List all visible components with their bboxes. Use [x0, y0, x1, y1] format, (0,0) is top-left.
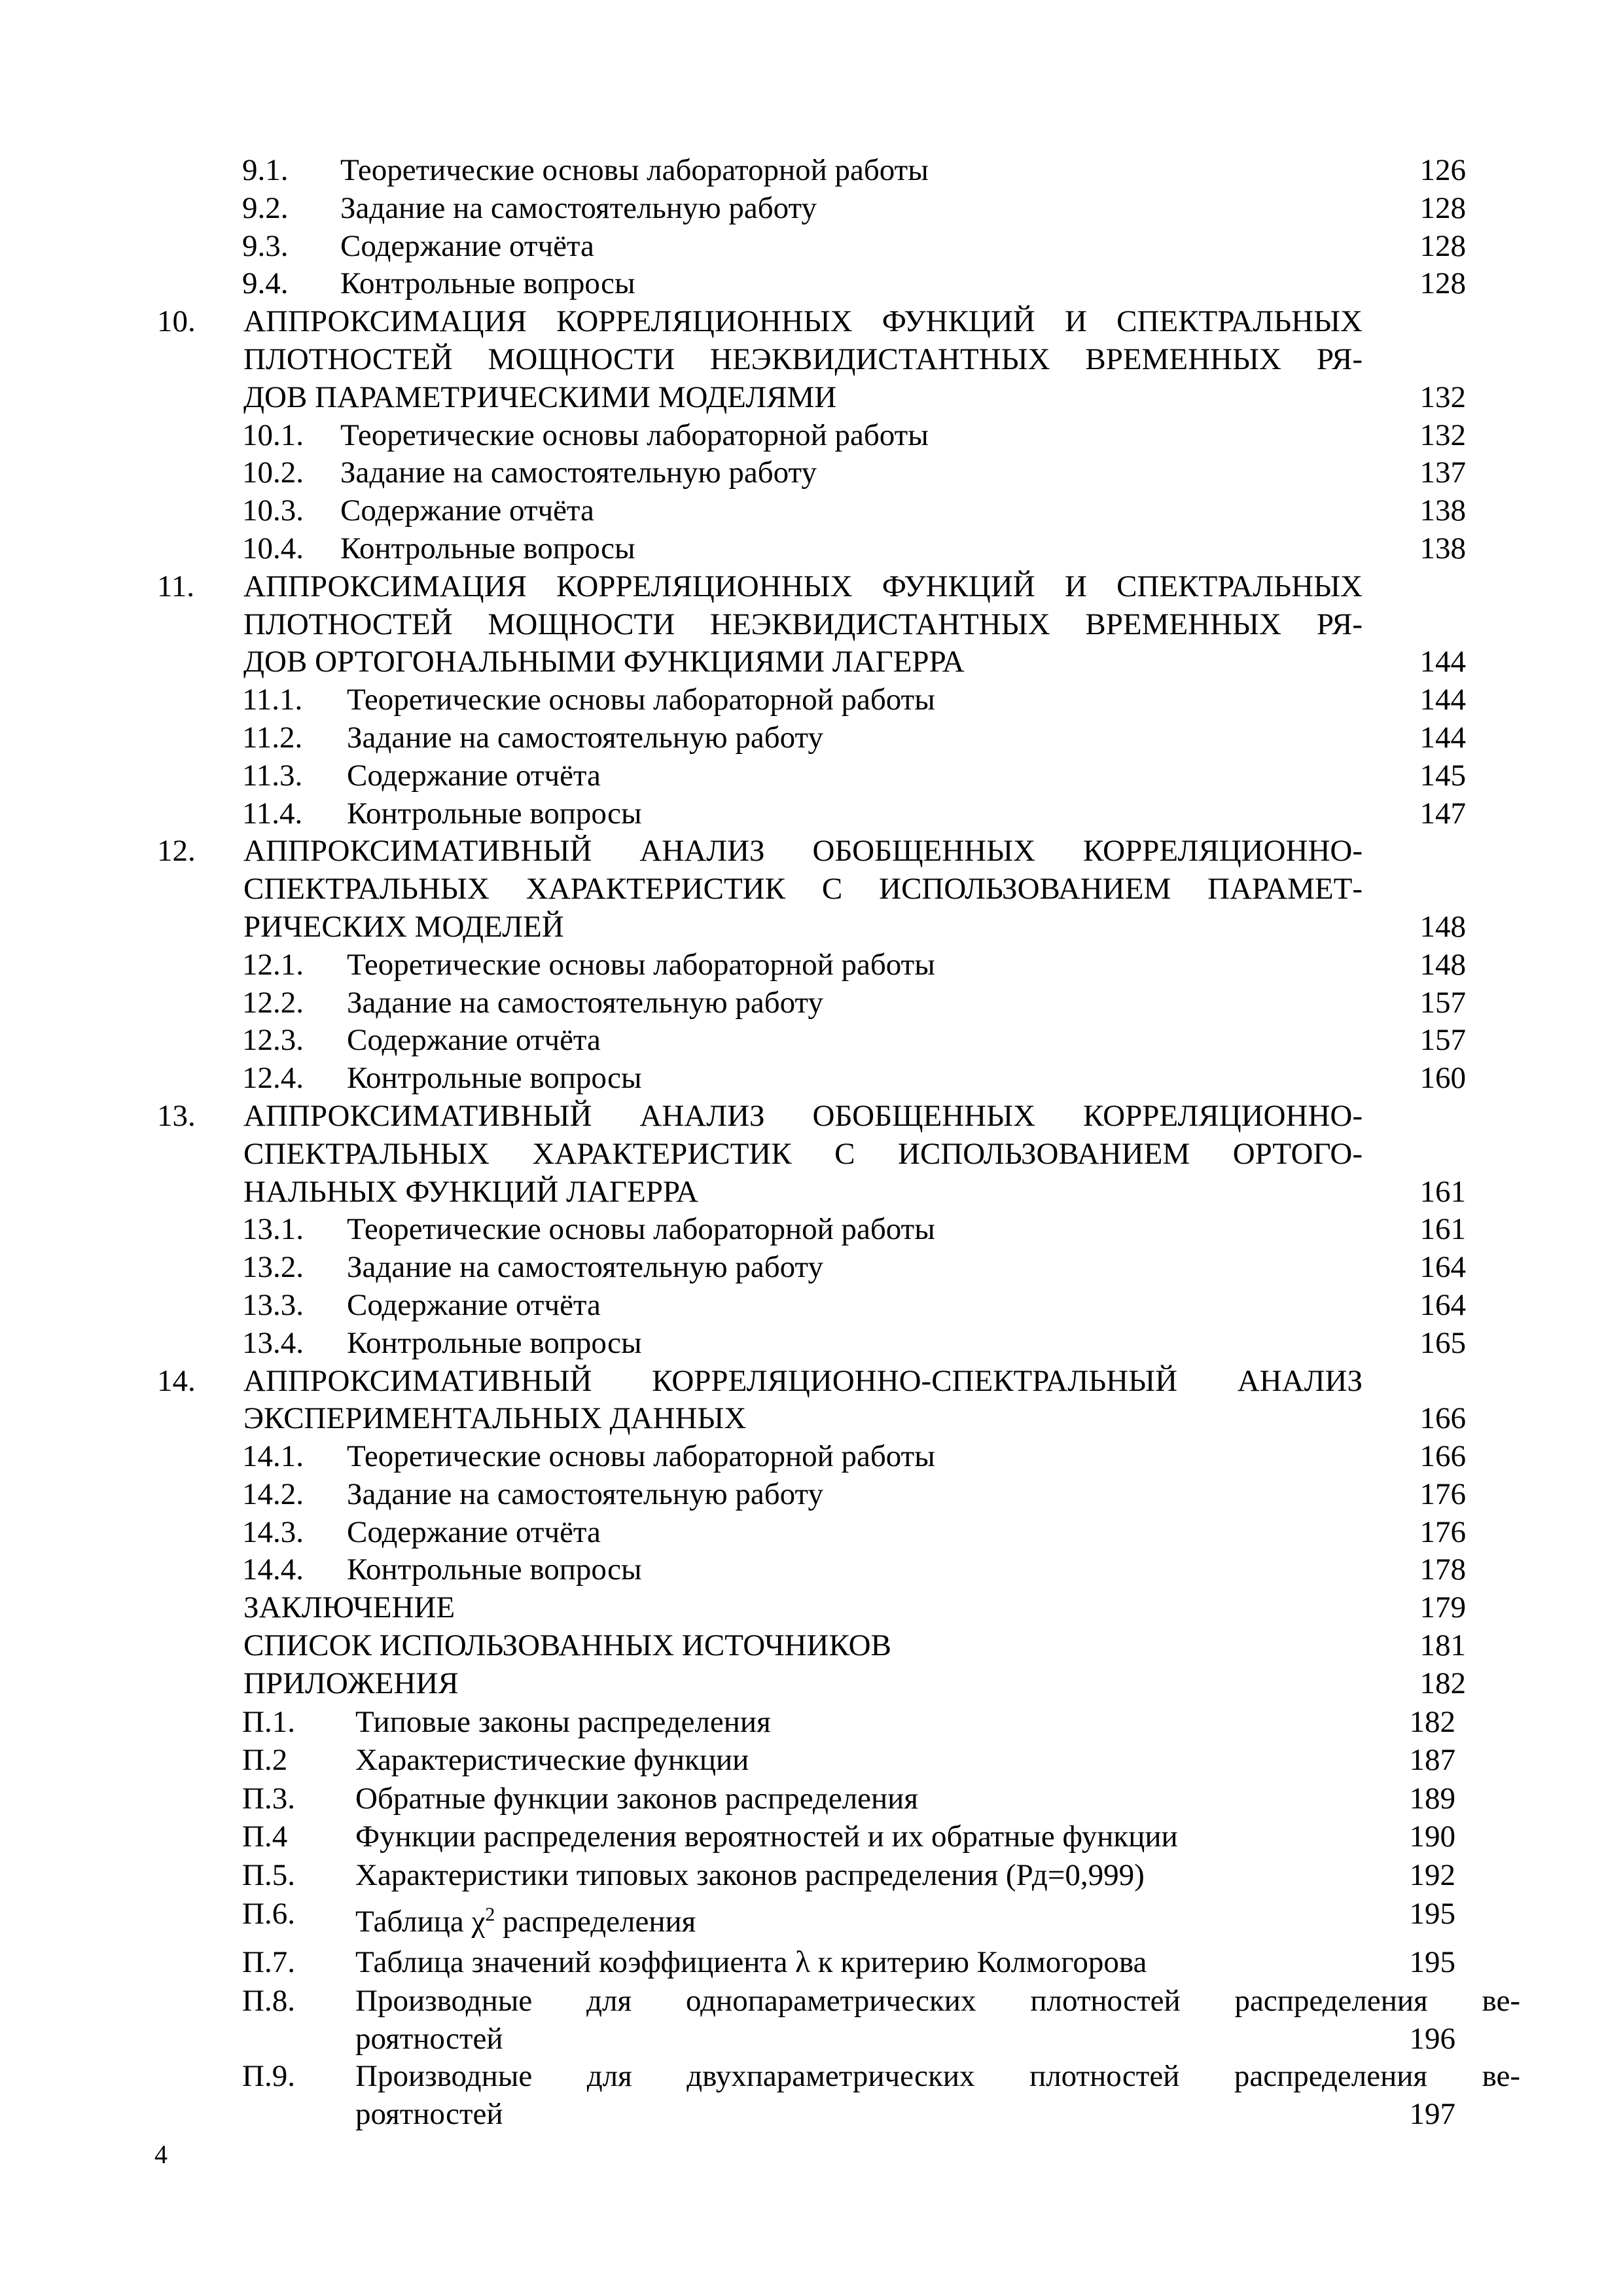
entry-title	[355, 1905, 696, 1939]
entry-page: 181	[1419, 1628, 1466, 1663]
entry-page: 178	[1419, 1552, 1466, 1587]
toc-appendix-p7[interactable]	[151, 1942, 1466, 1982]
entry-title: Контрольные вопросы	[347, 1061, 642, 1096]
chapter-title-line: ПЛОТНОСТЕЙ МОЩНОСТИ НЕЭКВИДИСТАНТНЫХ ВРЕМЕННЫХ РЯ-	[243, 607, 1363, 641]
table-of-contents	[151, 152, 1520, 2134]
toc-entry-13-1[interactable]	[151, 1211, 1466, 1249]
entry-page: 144	[1419, 683, 1466, 717]
entry-number: П.5.	[242, 1857, 295, 1892]
chapter-title-line: АППРОКСИМАЦИЯ КОРРЕЛЯЦИОННЫХ ФУНКЦИЙ И СПЕКТРАЛЬНЫХ	[243, 569, 1363, 603]
entry-page: 157	[1419, 985, 1466, 1020]
entry-title: Обратные функции законов распределения	[355, 1781, 918, 1816]
entry-number: 12.1.	[242, 947, 304, 982]
chapter-title-line: СПЕКТРАЛЬНЫХ ХАРАКТЕРИСТИК С ИСПОЛЬЗОВАНИЕМ ОРТОГО-	[243, 1136, 1363, 1171]
chapter-page: 144	[1419, 645, 1466, 679]
entry-title: Содержание отчёта	[347, 758, 601, 793]
toc-entry-12-3[interactable]	[151, 1022, 1466, 1060]
toc-entry-12-1[interactable]	[151, 946, 1466, 984]
entry-page: 138	[1419, 493, 1466, 528]
entry-title: Функции распределения вероятностей и их обратные функции	[355, 1820, 1178, 1854]
entry-number: П.8.	[242, 1983, 295, 2018]
chapter-title-line: НАЛЬНЫХ ФУНКЦИЙ ЛАГЕРРА	[243, 1174, 698, 1209]
entry-title-line: Производные для однопараметрических плотностей распределения ве-	[355, 1983, 1520, 2018]
toc-entry-12-2[interactable]	[151, 984, 1466, 1022]
toc-chapter-11[interactable]	[151, 568, 1466, 681]
entry-title: Содержание отчёта	[347, 1023, 601, 1058]
entry-number: П.1.	[242, 1704, 295, 1739]
chapter-title	[243, 303, 1363, 416]
entry-page: 196	[1409, 2021, 1455, 2056]
entry-page: 164	[1419, 1250, 1466, 1285]
entry-title: Задание на самостоятельную работу	[347, 985, 823, 1020]
entry-number: 12.3.	[242, 1023, 304, 1058]
entry-number: П.4	[242, 1820, 288, 1854]
entry-number: 9.3.	[242, 228, 289, 263]
entry-title: Контрольные вопросы	[347, 796, 642, 831]
entry-title: Задание на самостоятельную работу	[347, 1477, 823, 1511]
entry-page: 160	[1419, 1061, 1466, 1096]
entry-number: 11.4.	[242, 796, 303, 831]
chapter-page: 148	[1419, 909, 1466, 944]
toc-entry-11-3[interactable]	[151, 757, 1466, 795]
chapter-page: 161	[1419, 1174, 1466, 1209]
toc-chapter-13[interactable]	[151, 1098, 1466, 1211]
entry-page: 148	[1419, 947, 1466, 982]
toc-entry-11-4[interactable]	[151, 795, 1466, 833]
entry-title: Контрольные вопросы	[347, 1325, 642, 1360]
entry-title-line: роятностей	[355, 2097, 503, 2132]
toc-appendix-p1[interactable]	[151, 1703, 1466, 1742]
chapter-title-line: ДОВ ОРТОГОНАЛЬНЫМИ ФУНКЦИЯМИ ЛАГЕРРА	[243, 645, 965, 679]
entry-title: Задание на самостоятельную работу	[340, 190, 817, 225]
toc-appendix-p5[interactable]	[151, 1856, 1466, 1895]
chapter-title-line: АППРОКСИМАТИВНЫЙ АНАЛИЗ ОБОБЩЕННЫХ КОРРЕЛЯЦИОННО-	[243, 1098, 1363, 1133]
chapter-title-line: АППРОКСИМАЦИЯ КОРРЕЛЯЦИОННЫХ ФУНКЦИЙ И СПЕКТРАЛЬНЫХ	[243, 304, 1363, 339]
toc-entry-11-2[interactable]	[151, 719, 1466, 757]
entry-page: 161	[1419, 1212, 1466, 1247]
entry-title: ПРИЛОЖЕНИЯ	[243, 1666, 459, 1700]
toc-entry-14-4[interactable]	[151, 1551, 1466, 1589]
entry-page: 147	[1419, 796, 1466, 831]
toc-appendix-p3[interactable]	[151, 1780, 1466, 1818]
entry-title: Теоретические основы лабораторной работы	[347, 947, 935, 982]
entry-page: 132	[1419, 418, 1466, 452]
entry-title: Контрольные вопросы	[340, 266, 635, 301]
entry-number: 14.2.	[242, 1477, 304, 1511]
entry-title: Задание на самостоятельную работу	[340, 456, 817, 490]
chapter-page: 166	[1419, 1401, 1466, 1436]
toc-entry-9-2[interactable]	[151, 190, 1466, 228]
entry-number: 13.2.	[242, 1250, 304, 1285]
entry-number: 9.4.	[242, 266, 289, 301]
page-number: 4	[154, 2140, 168, 2169]
toc-entry-14-3[interactable]	[151, 1514, 1466, 1552]
toc-entry-references[interactable]	[151, 1627, 1466, 1665]
entry-number: 10.3.	[242, 493, 304, 528]
entry-number: 9.1.	[242, 153, 289, 187]
entry-title-part: Таблица χ	[355, 1904, 486, 1939]
entry-page: 179	[1419, 1590, 1466, 1625]
entry-title: Контрольные вопросы	[340, 531, 635, 565]
entry-title: Теоретические основы лабораторной работы	[347, 1439, 935, 1474]
entry-page: 187	[1409, 1743, 1455, 1778]
entry-number: П.2	[242, 1743, 288, 1778]
entry-page: 195	[1409, 1897, 1455, 1931]
toc-entry-10-2[interactable]	[151, 454, 1466, 492]
entry-number: 13.4.	[242, 1325, 304, 1360]
chapter-title-line: АППРОКСИМАТИВНЫЙ КОРРЕЛЯЦИОННО-СПЕКТРАЛЬНЫЙ АНАЛИЗ	[243, 1363, 1363, 1398]
entry-page: 166	[1419, 1439, 1466, 1474]
chapter-title-line: АППРОКСИМАТИВНЫЙ АНАЛИЗ ОБОБЩЕННЫХ КОРРЕЛЯЦИОННО-	[243, 834, 1363, 869]
entry-title: Теоретические основы лабораторной работы	[347, 1212, 935, 1247]
entry-title: Характеристики типовых законов распределения (Рд=0,999)	[355, 1857, 1145, 1892]
entry-page: 145	[1419, 758, 1466, 793]
entry-page: 182	[1409, 1704, 1455, 1739]
chapter-number: 13.	[157, 1098, 196, 1133]
entry-page: 128	[1419, 190, 1466, 225]
toc-entry-10-3[interactable]	[151, 492, 1466, 530]
entry-title: Типовые законы распределения	[355, 1704, 771, 1739]
toc-entry-9-3[interactable]	[151, 228, 1466, 266]
entry-page: 195	[1409, 1945, 1455, 1979]
toc-appendix-p9[interactable]	[151, 2058, 1520, 2134]
toc-appendix-p4[interactable]	[151, 1818, 1466, 1856]
entry-number: 11.2.	[242, 720, 303, 755]
entry-number: 10.2.	[242, 456, 304, 490]
entry-number: 9.2.	[242, 190, 289, 225]
entry-page: 190	[1409, 1820, 1455, 1854]
entry-page: 189	[1409, 1781, 1455, 1816]
entry-page: 176	[1419, 1477, 1466, 1511]
toc-entry-10-4[interactable]	[151, 530, 1466, 568]
entry-title: Теоретические основы лабораторной работы	[347, 683, 935, 717]
toc-chapter-10[interactable]	[151, 303, 1466, 416]
chapter-number: 12.	[157, 834, 196, 869]
entry-title-line: роятностей	[355, 2021, 503, 2056]
entry-number: 13.3.	[242, 1287, 304, 1322]
toc-entry-9-4[interactable]	[151, 265, 1466, 303]
entry-number: 14.3.	[242, 1515, 304, 1549]
toc-chapter-12[interactable]	[151, 833, 1466, 946]
toc-entry-13-2[interactable]	[151, 1249, 1466, 1287]
toc-appendix-p8[interactable]	[151, 1982, 1520, 2058]
entry-title-line: Производные для двухпараметрических плотностей распределения ве-	[355, 2059, 1520, 2094]
entry-title: Контрольные вопросы	[347, 1552, 642, 1587]
chapter-number: 11.	[157, 569, 195, 603]
entry-title: Содержание отчёта	[340, 493, 594, 528]
entry-title: Задание на самостоятельную работу	[347, 720, 823, 755]
entry-title: Задание на самостоятельную работу	[347, 1250, 823, 1285]
chapter-title-line: РИЧЕСКИХ МОДЕЛЕЙ	[243, 909, 564, 944]
entry-title: Характеристические функции	[355, 1743, 749, 1778]
toc-appendix-p6[interactable]	[151, 1894, 1466, 1942]
entry-title: СПИСОК ИСПОЛЬЗОВАННЫХ ИСТОЧНИКОВ	[243, 1628, 891, 1663]
entry-page: 157	[1419, 1023, 1466, 1058]
toc-chapter-14[interactable]	[151, 1363, 1466, 1439]
toc-entry-conclusion[interactable]	[151, 1589, 1466, 1627]
entry-number: 10.4.	[242, 531, 304, 565]
entry-title: Теоретические основы лабораторной работы	[340, 418, 929, 452]
entry-number: 10.1.	[242, 418, 304, 452]
entry-number: 14.4.	[242, 1552, 304, 1587]
entry-page: 138	[1419, 531, 1466, 565]
entry-page: 192	[1409, 1857, 1455, 1892]
entry-title: ЗАКЛЮЧЕНИЕ	[243, 1590, 455, 1625]
entry-number: 11.1.	[242, 683, 303, 717]
entry-page: 128	[1419, 266, 1466, 301]
chapter-title	[243, 1363, 1363, 1439]
entry-number: П.6.	[242, 1897, 295, 1931]
entry-number: 14.1.	[242, 1439, 304, 1474]
toc-entry-14-2[interactable]	[151, 1476, 1466, 1514]
entry-page: 128	[1419, 228, 1466, 263]
entry-title: Содержание отчёта	[347, 1515, 601, 1549]
chapter-title-line: ЭКСПЕРИМЕНТАЛЬНЫХ ДАННЫХ	[243, 1401, 747, 1436]
chapter-title-line: ПЛОТНОСТЕЙ МОЩНОСТИ НЕЭКВИДИСТАНТНЫХ ВРЕМЕННЫХ РЯ-	[243, 342, 1363, 376]
superscript: 2	[485, 1903, 495, 1926]
entry-number: 11.3.	[242, 758, 303, 793]
entry-title	[355, 1982, 1520, 2058]
entry-page: 176	[1419, 1515, 1466, 1549]
entry-page: 182	[1419, 1666, 1466, 1700]
entry-title: Таблица значений коэффициента λ к критерию Колмогорова	[355, 1945, 1147, 1979]
entry-page: 164	[1419, 1287, 1466, 1322]
entry-number: П.9.	[242, 2059, 295, 2094]
entry-number: П.3.	[242, 1781, 295, 1816]
toc-entry-11-1[interactable]	[151, 681, 1466, 719]
chapter-title-line: СПЕКТРАЛЬНЫХ ХАРАКТЕРИСТИК С ИСПОЛЬЗОВАНИЕМ ПАРАМЕТ-	[243, 872, 1363, 906]
toc-entry-9-1[interactable]	[151, 152, 1466, 190]
toc-entry-14-1[interactable]	[151, 1438, 1466, 1476]
chapter-title	[243, 568, 1363, 681]
entry-number: П.7.	[242, 1945, 295, 1979]
entry-title: Содержание отчёта	[340, 228, 594, 263]
entry-page: 137	[1419, 456, 1466, 490]
toc-entry-13-4[interactable]	[151, 1325, 1466, 1363]
entry-number: 12.4.	[242, 1061, 304, 1096]
toc-entry-12-4[interactable]	[151, 1060, 1466, 1098]
entry-title: Содержание отчёта	[347, 1287, 601, 1322]
entry-page: 144	[1419, 720, 1466, 755]
chapter-number: 10.	[157, 304, 196, 339]
entry-number: 13.1.	[242, 1212, 304, 1247]
chapter-title	[243, 1098, 1363, 1211]
entry-number: 12.2.	[242, 985, 304, 1020]
toc-appendix-p2[interactable]	[151, 1741, 1466, 1780]
entry-title	[355, 2058, 1520, 2134]
toc-entry-10-1[interactable]	[151, 417, 1466, 455]
toc-entry-appendices[interactable]	[151, 1665, 1466, 1703]
toc-entry-13-3[interactable]	[151, 1287, 1466, 1325]
entry-page: 126	[1419, 153, 1466, 187]
chapter-title	[243, 833, 1363, 946]
chapter-title-line: ДОВ ПАРАМЕТРИЧЕСКИМИ МОДЕЛЯМИ	[243, 380, 837, 414]
entry-title-part: распределения	[495, 1904, 696, 1939]
chapter-page: 132	[1419, 380, 1466, 414]
entry-page: 165	[1419, 1325, 1466, 1360]
chapter-number: 14.	[157, 1363, 196, 1398]
entry-title: Теоретические основы лабораторной работы	[340, 153, 929, 187]
entry-page: 197	[1409, 2097, 1455, 2132]
